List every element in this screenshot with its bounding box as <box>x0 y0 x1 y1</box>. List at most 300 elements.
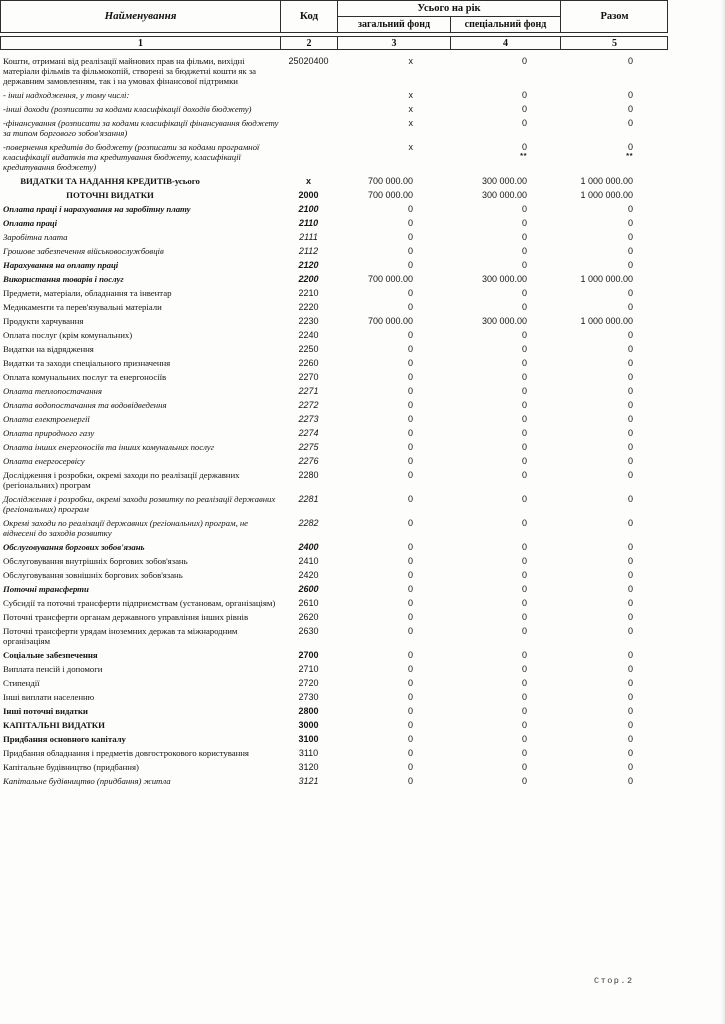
row-general-fund-value <box>337 570 450 580</box>
row-name-cell-text: Поточні трансферти органам державного управління інших рівнів <box>3 612 249 622</box>
row-name-cell <box>0 358 280 368</box>
row-name-cell-text: Медикаменти та перев'язувальні матеріали <box>3 302 162 312</box>
row-total-value <box>560 56 667 86</box>
row-total-value <box>560 706 667 716</box>
row-general-fund-value-text: x <box>408 142 413 152</box>
row-total-value-text: 0 <box>627 288 633 298</box>
row-total-value-text: 0 <box>627 442 633 452</box>
row-code-cell <box>280 288 337 298</box>
row-general-fund-value <box>337 762 450 772</box>
row-name-cell <box>0 470 280 490</box>
row-name-cell-text: Оплата природного газу <box>3 428 95 438</box>
row-total-value <box>560 204 667 214</box>
row-general-fund-value <box>337 442 450 452</box>
row-special-fund-value-text: 0 <box>521 232 527 242</box>
row-general-fund-value-text: 0 <box>407 358 413 368</box>
row-total-value-text: 0 <box>627 556 633 566</box>
row-name-cell <box>0 246 280 256</box>
table-row <box>0 760 668 774</box>
table-row <box>0 54 668 88</box>
row-name-cell <box>0 344 280 354</box>
row-code-cell-text: 2273 <box>298 414 319 424</box>
row-general-fund-value-text: 0 <box>407 456 413 466</box>
row-total-value-text: 0 <box>627 748 633 758</box>
row-code-cell <box>280 260 337 270</box>
row-code-cell <box>280 372 337 382</box>
row-special-fund-value-text: 0 <box>521 494 527 504</box>
row-general-fund-value <box>337 692 450 702</box>
row-name-cell-text: ПОТОЧНІ ВИДАТКИ <box>66 190 154 200</box>
row-code-cell <box>280 692 337 702</box>
row-general-fund-value-text: 0 <box>407 330 413 340</box>
column-header-general-fund <box>338 17 451 32</box>
row-total-value-text: 0 <box>627 494 633 504</box>
row-general-fund-value <box>337 218 450 228</box>
row-special-fund-value-text: 0 <box>521 734 527 744</box>
row-special-fund-value-text: 0 <box>521 330 527 340</box>
row-general-fund-value <box>337 428 450 438</box>
row-code-cell-text: 2230 <box>298 316 319 326</box>
table-row <box>0 140 668 174</box>
row-special-fund-value-text: 0 <box>521 118 527 128</box>
row-code-cell-text: 3110 <box>298 748 319 758</box>
row-special-fund-value-text: 0 <box>521 776 527 786</box>
row-general-fund-value-text: 0 <box>407 570 413 580</box>
row-code-cell-text: 2720 <box>298 678 319 688</box>
row-special-fund-value <box>450 246 560 256</box>
row-code-cell-text: 2800 <box>298 706 319 716</box>
row-special-fund-value-text: 0 <box>521 90 527 100</box>
row-name-cell-text: Поточні трансферти урядам іноземних держав та міжнародним організаціям <box>3 626 238 646</box>
row-general-fund-value <box>337 776 450 786</box>
row-total-value-text: 0 <box>627 542 633 552</box>
row-name-cell <box>0 302 280 312</box>
table-row <box>0 116 668 140</box>
row-name-cell <box>0 142 280 172</box>
row-code-cell-text: 2274 <box>298 428 319 438</box>
row-general-fund-value-text: 0 <box>407 692 413 702</box>
row-general-fund-value-text: 0 <box>407 232 413 242</box>
row-general-fund-value-text: 0 <box>407 260 413 270</box>
table-header <box>0 0 668 33</box>
row-special-fund-value-text: 0 <box>521 720 527 730</box>
table-row <box>0 648 668 662</box>
row-name-cell <box>0 190 280 200</box>
row-code-cell <box>280 400 337 410</box>
row-total-value-text: 0 <box>627 626 633 636</box>
row-general-fund-value <box>337 720 450 730</box>
row-name-cell <box>0 104 280 114</box>
row-name-cell <box>0 734 280 744</box>
row-total-value <box>560 414 667 424</box>
scan-edge-shadow <box>720 0 725 1024</box>
row-total-value <box>560 142 667 172</box>
row-special-fund-value <box>450 118 560 138</box>
row-general-fund-value-text: x <box>408 104 413 114</box>
row-code-cell-text: 3000 <box>298 720 319 730</box>
table-row <box>0 676 668 690</box>
row-total-value-text: 0 <box>627 302 633 312</box>
row-name-cell-text: Обслуговування боргових зобов'язань <box>3 542 145 552</box>
row-general-fund-value <box>337 176 450 186</box>
row-name-cell-text: Грошове забезпечення військовослужбовців <box>3 246 164 256</box>
row-code-cell <box>280 570 337 580</box>
row-general-fund-value <box>337 232 450 242</box>
row-total-value <box>560 598 667 608</box>
row-total-value-text: 0 <box>627 344 633 354</box>
row-total-value-text: 0 <box>627 232 633 242</box>
row-code-cell-text: 2110 <box>298 218 319 228</box>
table-row <box>0 356 668 370</box>
row-special-fund-value-text: 0 <box>521 428 527 438</box>
row-total-value-text: 0 <box>627 218 633 228</box>
row-name-cell <box>0 288 280 298</box>
row-name-cell <box>0 748 280 758</box>
row-total-value-text: 0 <box>627 358 633 368</box>
row-name-cell <box>0 584 280 594</box>
table-row <box>0 624 668 648</box>
row-name-cell-text: Поточні трансферти <box>3 584 89 594</box>
column-number-5: 5 <box>612 37 617 49</box>
row-code-cell-text: 2400 <box>298 542 319 552</box>
column-number-1: 1 <box>1 37 281 49</box>
row-name-cell <box>0 556 280 566</box>
row-code-cell-text: 2630 <box>298 626 319 636</box>
row-special-fund-value-text: 0 <box>521 414 527 424</box>
row-name-cell-text: Дослідження і розробки, окремі заходи по реалізації державних (регіональних) програм <box>3 470 240 490</box>
row-name-cell-text: Виплата пенсій і допомоги <box>3 664 103 674</box>
column-header-name <box>1 1 281 32</box>
column-header-special-fund-label: спеціальний фонд <box>464 19 547 30</box>
row-general-fund-value-text: 700 000.00 <box>367 176 413 186</box>
table-row <box>0 568 668 582</box>
row-name-cell-text: Оплата електроенергії <box>3 414 90 424</box>
table-row <box>0 774 668 788</box>
row-general-fund-value <box>337 104 450 114</box>
row-name-cell-text: Капітальне будівництво (придбання) житла <box>3 776 171 786</box>
row-total-value <box>560 570 667 580</box>
table-row <box>0 202 668 216</box>
row-general-fund-value-text: 0 <box>407 762 413 772</box>
row-code-cell-text: 25020400 <box>288 56 329 66</box>
row-general-fund-value <box>337 748 450 758</box>
row-special-fund-value <box>450 400 560 410</box>
row-special-fund-value-text: 0 <box>521 288 527 298</box>
row-name-cell-text: Оплата послуг (крім комунальних) <box>3 330 133 340</box>
row-general-fund-value <box>337 678 450 688</box>
row-general-fund-value <box>337 358 450 368</box>
row-name-cell-text: Капітальне будівництво (придбання) <box>3 762 139 772</box>
row-general-fund-value <box>337 734 450 744</box>
row-total-value <box>560 470 667 490</box>
row-special-fund-value-text: 0 <box>521 218 527 228</box>
table-row <box>0 492 668 516</box>
row-special-fund-value-text: 0 <box>521 748 527 758</box>
row-total-value-text: 0 <box>627 518 633 528</box>
column-header-name-label: Найменування <box>104 10 177 22</box>
column-header-total <box>561 1 668 32</box>
row-general-fund-value-text: 0 <box>407 720 413 730</box>
row-total-value-text: 0 <box>627 678 633 688</box>
row-total-value-text: 0 <box>627 692 633 702</box>
row-special-fund-value <box>450 190 560 200</box>
row-special-fund-value <box>450 556 560 566</box>
row-code-cell <box>280 598 337 608</box>
row-special-fund-value <box>450 494 560 514</box>
row-general-fund-value <box>337 344 450 354</box>
row-total-value <box>560 260 667 270</box>
row-special-fund-value <box>450 584 560 594</box>
row-general-fund-value <box>337 542 450 552</box>
table-row <box>0 468 668 492</box>
row-special-fund-value-text: 0 <box>521 598 527 608</box>
row-total-value-text: 0 <box>627 260 633 270</box>
row-special-fund-value-text: 0 <box>521 584 527 594</box>
row-special-fund-value-text: 0 <box>521 344 527 354</box>
row-name-cell-text: Оплата теплопостачання <box>3 386 102 396</box>
row-total-value-text: 1 000 000.00 <box>580 176 633 186</box>
row-code-cell <box>280 542 337 552</box>
row-name-cell-text: Придбання обладнання і предметів довгострокового користування <box>3 748 249 758</box>
row-name-cell-text: - інші надходження, у тому числі: <box>3 90 130 100</box>
row-total-value-text: 0 <box>627 762 633 772</box>
row-code-cell <box>280 204 337 214</box>
row-general-fund-value <box>337 56 450 86</box>
row-code-cell-text: 2240 <box>298 330 319 340</box>
row-code-cell-text: 3100 <box>298 734 319 744</box>
row-total-value-text: 0 <box>627 246 633 256</box>
row-general-fund-value-text: 0 <box>407 664 413 674</box>
row-special-fund-value <box>450 316 560 326</box>
row-special-fund-value <box>450 470 560 490</box>
row-name-cell <box>0 678 280 688</box>
row-total-value <box>560 246 667 256</box>
row-total-value-text: 0 <box>627 204 633 214</box>
row-general-fund-value-text: 0 <box>407 344 413 354</box>
row-code-cell <box>280 456 337 466</box>
table-row <box>0 102 668 116</box>
row-general-fund-value <box>337 456 450 466</box>
row-code-cell-text: 2000 <box>298 190 319 200</box>
row-special-fund-value-text: 0 <box>521 358 527 368</box>
table-row <box>0 582 668 596</box>
row-code-cell-text: 2420 <box>298 570 319 580</box>
row-code-cell-text: 2600 <box>298 584 319 594</box>
row-code-cell <box>280 748 337 758</box>
row-general-fund-value-text: 700 000.00 <box>367 190 413 200</box>
row-special-fund-value <box>450 232 560 242</box>
row-total-value <box>560 678 667 688</box>
row-code-cell-text: 2270 <box>298 372 319 382</box>
row-total-value <box>560 626 667 646</box>
row-code-cell <box>280 386 337 396</box>
row-code-cell-text: 2250 <box>298 344 319 354</box>
row-code-cell <box>280 358 337 368</box>
row-total-value-text: 0 <box>627 386 633 396</box>
row-general-fund-value <box>337 302 450 312</box>
row-general-fund-value <box>337 612 450 622</box>
table-row <box>0 596 668 610</box>
row-special-fund-value-text: 300 000.00 <box>481 316 527 326</box>
row-total-value <box>560 650 667 660</box>
row-general-fund-value <box>337 518 450 538</box>
row-special-fund-value <box>450 748 560 758</box>
row-special-fund-value <box>450 456 560 466</box>
row-code-cell <box>280 494 337 514</box>
row-code-cell-text: 2260 <box>298 358 319 368</box>
row-total-value-text: 1 000 000.00 <box>580 274 633 284</box>
column-header-general-fund-label: загальний фонд <box>357 19 431 30</box>
row-name-cell-text: -інші доходи (розписати за кодами класифікації доходів бюджету) <box>3 104 252 114</box>
row-code-cell-text: x <box>305 176 311 186</box>
table-row <box>0 412 668 426</box>
row-total-value <box>560 232 667 242</box>
row-code-cell <box>280 734 337 744</box>
table-body <box>0 54 668 788</box>
table-row <box>0 216 668 230</box>
row-total-value-text: 0 <box>627 650 633 660</box>
row-name-cell <box>0 176 280 186</box>
row-special-fund-value-text: 0 <box>521 612 527 622</box>
row-name-cell <box>0 442 280 452</box>
row-name-cell-text: -фінансування (розписати за кодами класифікації фінансування бюджету за типом боргового зобов'язання) <box>3 118 279 138</box>
row-general-fund-value-text: 0 <box>407 204 413 214</box>
row-total-value <box>560 542 667 552</box>
row-general-fund-value-text: 0 <box>407 556 413 566</box>
row-name-cell-text: Кошти, отримані від реалізації майнових прав на фільми, вихідні матеріали фільмів та фільмокопій, створені за бюджетні кошти як за державним замовленням, так і на умовах фінансової підтримки <box>3 56 256 86</box>
row-code-cell <box>280 650 337 660</box>
row-special-fund-value-text: 0 <box>521 470 527 480</box>
row-general-fund-value-text: x <box>408 56 413 66</box>
row-special-fund-value-text: 0 <box>521 56 527 66</box>
row-name-cell-text: Видатки на відрядження <box>3 344 94 354</box>
row-total-value-text: 0 <box>627 428 633 438</box>
row-general-fund-value-text: 700 000.00 <box>367 316 413 326</box>
column-header-code <box>281 1 338 32</box>
row-special-fund-value <box>450 612 560 622</box>
row-code-cell-text: 2210 <box>298 288 319 298</box>
row-general-fund-value-text: 0 <box>407 706 413 716</box>
row-code-cell-text: 2275 <box>298 442 319 452</box>
row-name-cell <box>0 456 280 466</box>
row-code-cell <box>280 90 337 100</box>
row-general-fund-value-text: 0 <box>407 626 413 636</box>
row-total-value-text: 0 <box>627 598 633 608</box>
row-special-fund-value <box>450 344 560 354</box>
row-code-cell-text: 2610 <box>298 598 319 608</box>
row-special-fund-value <box>450 56 560 86</box>
table-row <box>0 704 668 718</box>
row-special-fund-value-text: 0 <box>521 518 527 528</box>
row-special-fund-value <box>450 302 560 312</box>
row-total-value <box>560 734 667 744</box>
table-row <box>0 690 668 704</box>
row-name-cell <box>0 428 280 438</box>
row-name-cell <box>0 414 280 424</box>
row-name-cell <box>0 612 280 622</box>
row-code-cell-text: 2120 <box>298 260 319 270</box>
row-code-cell <box>280 218 337 228</box>
table-row <box>0 300 668 314</box>
row-name-cell-text: Оплата праці і нарахування на заробітну плату <box>3 204 191 214</box>
row-code-cell <box>280 104 337 114</box>
row-general-fund-value-text: 0 <box>407 612 413 622</box>
row-general-fund-value <box>337 626 450 646</box>
row-general-fund-value <box>337 288 450 298</box>
row-general-fund-value <box>337 274 450 284</box>
row-special-fund-value <box>450 204 560 214</box>
table-row <box>0 746 668 760</box>
table-row <box>0 174 668 188</box>
row-general-fund-value <box>337 316 450 326</box>
table-row <box>0 342 668 356</box>
row-total-value-text: 0 <box>627 734 633 744</box>
row-name-cell-text: Окремі заходи по реалізації державних (регіональних) програм, не віднесені до заходів розвитку <box>3 518 249 538</box>
row-general-fund-value <box>337 584 450 594</box>
row-code-cell <box>280 612 337 622</box>
row-total-value-text: 0 <box>627 104 633 114</box>
row-general-fund-value-text: 0 <box>407 246 413 256</box>
row-special-fund-value <box>450 386 560 396</box>
row-special-fund-value-text: 0 <box>521 542 527 552</box>
row-code-cell <box>280 720 337 730</box>
row-general-fund-value <box>337 142 450 172</box>
row-special-fund-value <box>450 762 560 772</box>
row-special-fund-value <box>450 104 560 114</box>
row-general-fund-value-text: x <box>408 118 413 128</box>
row-name-cell-text: Субсидії та поточні трансферти підприємствам (установам, організаціям) <box>3 598 276 608</box>
row-special-fund-value-text: 0 <box>521 372 527 382</box>
table-row <box>0 718 668 732</box>
row-code-cell-text: 2112 <box>298 246 319 256</box>
row-general-fund-value <box>337 260 450 270</box>
table-row <box>0 454 668 468</box>
row-general-fund-value <box>337 118 450 138</box>
row-total-value <box>560 400 667 410</box>
row-general-fund-value-text: 0 <box>407 288 413 298</box>
row-name-cell <box>0 330 280 340</box>
row-general-fund-value-text: 0 <box>407 748 413 758</box>
row-special-fund-value <box>450 626 560 646</box>
row-name-cell <box>0 692 280 702</box>
row-special-fund-value-text: 300 000.00 <box>481 274 527 284</box>
row-special-fund-value-text: 0 <box>521 626 527 636</box>
row-code-cell <box>280 776 337 786</box>
row-general-fund-value-text: 0 <box>407 372 413 382</box>
column-header-special-fund <box>451 17 561 32</box>
row-code-cell-text: 2730 <box>298 692 319 702</box>
row-total-value-text: 0 <box>627 612 633 622</box>
row-code-cell-text: 2281 <box>298 494 319 504</box>
row-code-cell <box>280 584 337 594</box>
row-code-cell <box>280 56 337 86</box>
row-name-cell-text: -повернення кредитів до бюджету (розписати за кодами програмної класифікації видатків та кредитування бюджету, класифікації кредитування бюджету) <box>3 142 260 172</box>
row-general-fund-value <box>337 650 450 660</box>
row-special-fund-value-text: 0 <box>521 456 527 466</box>
table-row <box>0 384 668 398</box>
row-total-value <box>560 104 667 114</box>
row-special-fund-value-text: 0 <box>521 442 527 452</box>
table-row <box>0 244 668 258</box>
row-special-fund-value-text: 0 <box>521 692 527 702</box>
row-name-cell-text: Оплата праці <box>3 218 58 228</box>
row-total-value <box>560 664 667 674</box>
row-name-cell <box>0 650 280 660</box>
row-special-fund-value <box>450 518 560 538</box>
row-name-cell-text: Предмети, матеріали, обладнання та інвентар <box>3 288 172 298</box>
row-code-cell-text: 2111 <box>299 232 318 242</box>
row-total-value <box>560 518 667 538</box>
